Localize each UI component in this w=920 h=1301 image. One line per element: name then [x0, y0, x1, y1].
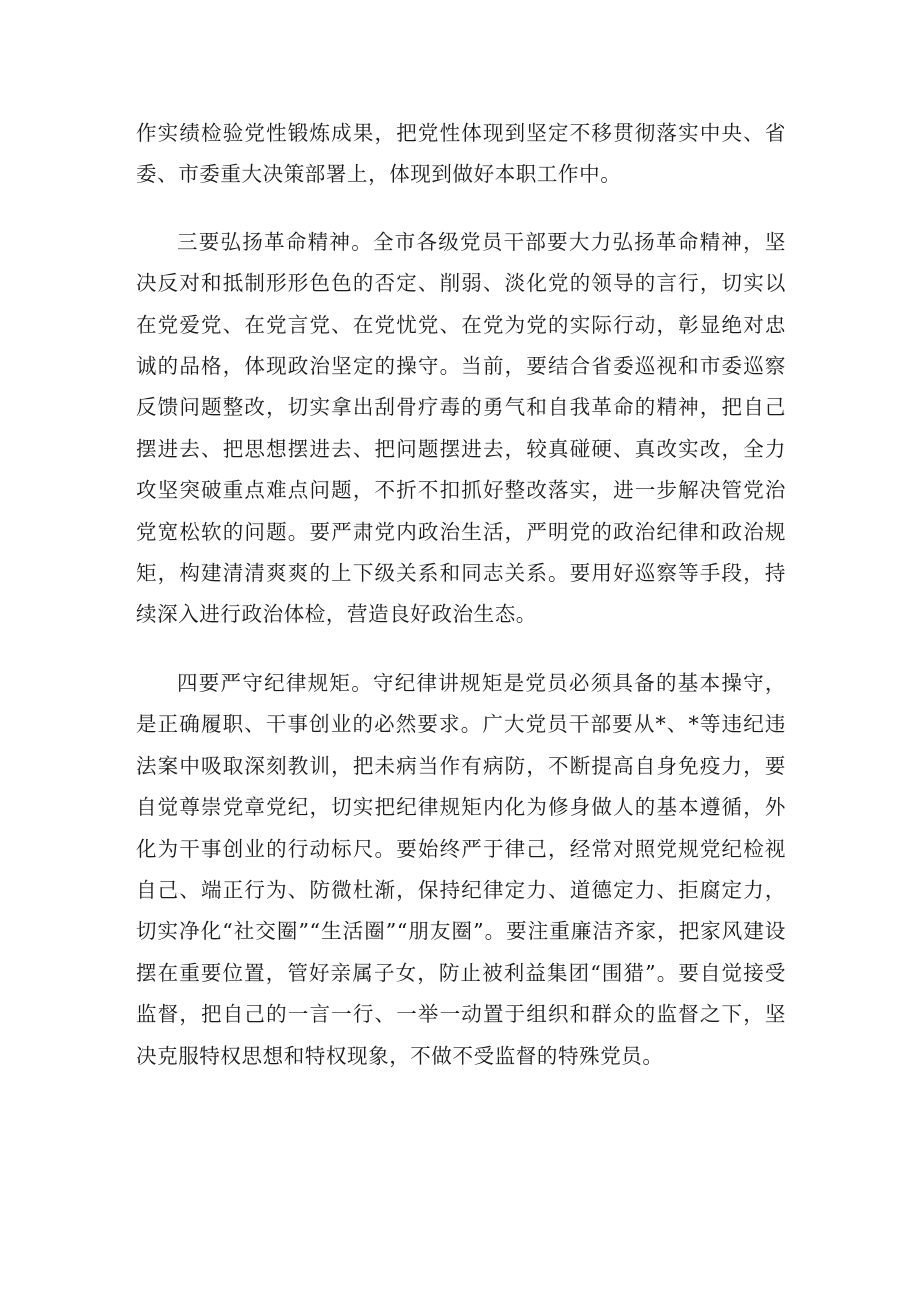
- document-body: [136, 113, 786, 1077]
- paragraph-three-revolutionary-spirit: 三要弘扬革命精神。全市各级党员干部要大力弘扬革命精神，坚决反对和抵制形形色色的否定、削弱、淡化党的领导的言行，切实以在党爱党、在党言党、在党忧党、在党为党的实际行动，彰显绝对忠诚的品格，体现政治坚定的操守。当前，要结合省委巡视和市委巡察反馈问题整改，切实拿出刮骨疗毒的勇气和自我革命的精神，把自己摆进去、把思想摆进去、把问题摆进去，较真碰硬、真改实改，全力攻坚突破重点难点问题，不折不扣抓好整改落实，进一步解决管党治党宽松软的问题。要严肃党内政治生活，严明党的政治纪律和政治规矩，构建清清爽爽的上下级关系和同志关系。要用好巡察等手段，持续深入进行政治体检，营造良好政治生态。: [136, 229, 786, 627]
- paragraph-four-discipline-rules: 四要严守纪律规矩。守纪律讲规矩是党员必须具备的基本操守，是正确履职、干事创业的必然要求。广大党员干部要从*、*等违纪违法案中吸取深刻教训，把未病当作有病防，不断提高自身免疫力，要自觉尊崇党章党纪，切实把纪律规矩内化为修身做人的基本遵循，外化为干事创业的行动标尺。要始终严于律己，经常对照党规党纪检视自己、端正行为、防微杜渐，保持纪律定力、道德定力、拒腐定力，切实净化“社交圈”“生活圈”“朋友圈”。要注重廉洁齐家，把家风建设摆在重要位置，管好亲属子女，防止被利益集团“围猎”。要自觉接受监督，把自己的一言一行、一举一动置于组织和群众的监督之下，坚决克服特权思想和特权现象，不做不受监督的特殊党员。: [136, 670, 786, 1068]
- paragraph-continuation: 作实绩检验党性锻炼成果，把党性体现到坚定不移贯彻落实中央、省委、市委重大决策部署上，体现到做好本职工作中。: [136, 121, 786, 187]
